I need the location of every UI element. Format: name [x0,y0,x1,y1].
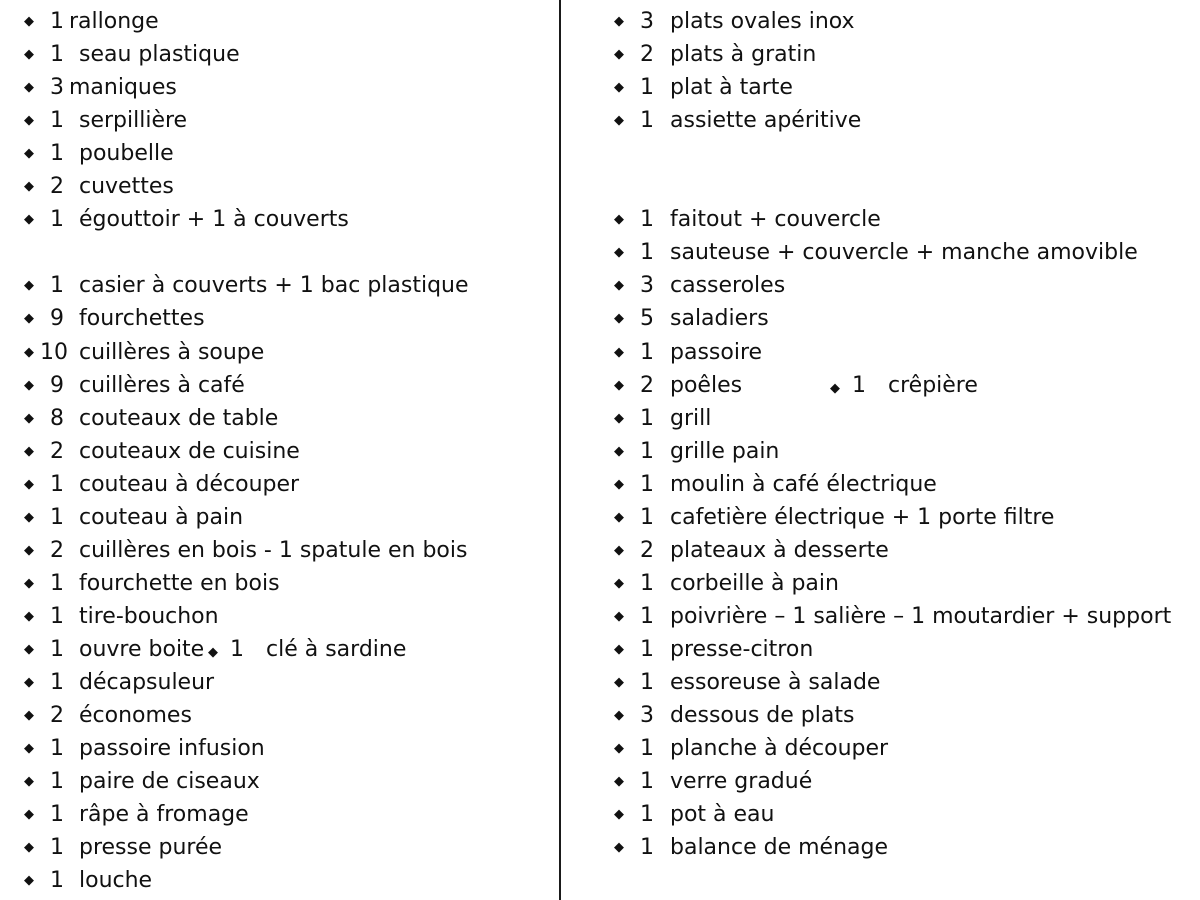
inline-extra-item [208,633,406,669]
item-quantity: 1 [640,75,654,101]
inventory-item [0,831,560,864]
item-label: seau plastique [79,42,240,68]
item-label: dessous de plats [670,703,855,729]
item-quantity: 1 [50,273,64,299]
inventory-item [0,732,560,765]
bullet-diamond-icon: ◆ [24,344,34,360]
inventory-item [590,633,1200,666]
item-label: plat à tarte [670,75,793,101]
bullet-diamond-icon: ◆ [24,377,34,393]
bullet-diamond-icon: ◆ [24,675,34,690]
bullet-diamond-icon: ◆ [614,47,624,63]
bullet-diamond-icon: ◆ [24,212,34,228]
inventory-item [590,71,1200,104]
item-label: crêpière [888,372,978,398]
bullet-diamond-icon: ◆ [24,575,34,591]
inventory-item [590,666,1200,699]
bullet-diamond-icon: ◆ [614,377,624,393]
item-quantity: 1 [50,9,64,34]
bullet-diamond-icon: ◆ [24,774,34,790]
item-quantity: 3 [640,273,654,299]
bullet-diamond-icon: ◆ [24,509,34,525]
item-quantity: 1 [50,636,64,662]
inventory-item [0,402,560,435]
item-quantity: 1 [640,736,654,762]
left-inventory-column [0,0,560,900]
item-label: pot à eau [670,802,775,828]
bullet-diamond-icon: ◆ [24,542,34,558]
item-label: égouttoir + 1 à couverts [79,207,349,233]
item-quantity: 1 [50,802,64,828]
right-inventory-column [590,0,1200,900]
bullet-diamond-icon: ◆ [24,146,34,162]
inventory-item [590,435,1200,468]
bullet-diamond-icon: ◆ [614,575,624,591]
bullet-diamond-icon: ◆ [614,675,624,690]
inventory-item [590,402,1200,435]
item-label: presse-citron [670,636,814,662]
item-quantity: 1 [640,636,654,662]
bullet-diamond-icon: ◆ [24,14,34,29]
item-quantity: 1 [640,769,654,795]
item-label: essoreuse à salade [670,670,881,695]
item-quantity: 10 [40,339,68,365]
item-label: presse purée [79,835,223,861]
item-label: saladiers [670,306,769,332]
item-label: balance de ménage [670,835,888,861]
inventory-item [590,336,1200,369]
inventory-item [590,732,1200,765]
item-quantity: 3 [640,703,654,729]
bullet-diamond-icon: ◆ [24,443,34,459]
item-quantity: 1 [50,670,64,695]
bullet-diamond-icon: ◆ [614,443,624,459]
inventory-item [0,369,560,402]
item-label: couteaux de cuisine [79,438,300,464]
inventory-item [0,302,560,335]
item-quantity: 3 [640,9,654,34]
bullet-diamond-icon: ◆ [24,608,34,624]
item-label: casseroles [670,273,786,299]
item-quantity: 1 [50,736,64,762]
inventory-item [0,567,560,600]
item-label: passoire infusion [79,736,265,762]
item-quantity: 2 [50,174,64,200]
inventory-item [590,5,1200,38]
inventory-item [0,633,560,666]
inventory-item [590,501,1200,534]
inventory-item [0,435,560,468]
item-quantity: 1 [640,108,654,134]
bullet-diamond-icon: ◆ [614,542,624,558]
item-label: plateaux à desserte [670,537,889,563]
inventory-item [0,468,560,501]
item-quantity: 1 [640,603,654,629]
bullet-diamond-icon: ◆ [24,741,34,757]
item-quantity: 1 [640,504,654,530]
inventory-item [590,468,1200,501]
bullet-diamond-icon: ◆ [614,741,624,757]
bullet-diamond-icon: ◆ [24,179,34,195]
inline-extra-item [830,369,978,405]
bullet-diamond-icon: ◆ [614,113,624,129]
item-label: corbeille à pain [670,570,839,596]
item-quantity: 1 [50,835,64,861]
item-quantity: 5 [640,306,654,332]
item-label: maniques [69,75,177,101]
bullet-diamond-icon: ◆ [614,708,624,724]
bullet-diamond-icon: ◆ [614,245,624,261]
item-label: ouvre boite [79,636,205,662]
item-label: tire-bouchon [79,603,219,629]
item-quantity: 1 [640,339,654,365]
item-quantity: 8 [50,405,64,431]
inventory-item [590,104,1200,137]
bullet-diamond-icon: ◆ [614,80,624,96]
item-quantity: 2 [640,372,654,398]
bullet-diamond-icon: ◆ [24,113,34,129]
item-label: cafetière électrique + 1 porte filtre [670,504,1055,530]
item-quantity: 1 [50,504,64,530]
item-quantity: 9 [50,306,64,332]
item-quantity: 1 [852,372,866,398]
inventory-item [0,203,560,236]
item-quantity: 1 [640,835,654,861]
bullet-diamond-icon: ◆ [614,14,624,29]
item-quantity: 2 [640,42,654,68]
inventory-item [590,600,1200,633]
inventory-item [590,831,1200,864]
bullet-diamond-icon: ◆ [614,641,624,657]
item-quantity: 1 [50,570,64,596]
item-label: poubelle [79,141,174,167]
item-label: fourchette en bois [79,570,280,596]
item-label: moulin à café électrique [670,471,937,497]
item-label: rallonge [69,9,159,34]
item-quantity: 1 [230,636,244,662]
item-quantity: 1 [50,42,64,68]
item-quantity: 1 [50,471,64,497]
item-label: poêles [670,372,743,398]
inventory-item [590,38,1200,71]
item-label: casier à couverts + 1 bac plastique [79,273,469,299]
bullet-diamond-icon: ◆ [830,380,840,396]
item-label: verre gradué [670,769,813,795]
item-label: couteaux de table [79,405,279,431]
inventory-item [590,534,1200,567]
inventory-item [0,765,560,798]
inventory-item [590,302,1200,335]
inventory-item [0,104,560,137]
item-label: couteau à pain [79,504,244,530]
item-quantity: 1 [50,141,64,167]
item-quantity: 1 [640,570,654,596]
item-label: économes [79,703,192,729]
inventory-item [0,336,560,369]
bullet-diamond-icon: ◆ [614,774,624,790]
item-quantity: 1 [640,405,654,431]
inventory-item [590,369,1200,402]
item-quantity: 1 [50,769,64,795]
item-label: louche [79,868,153,894]
bullet-diamond-icon: ◆ [614,212,624,228]
inventory-item [590,699,1200,732]
item-label: fourchettes [79,306,205,332]
item-quantity: 9 [50,372,64,398]
item-label: plats à gratin [670,42,817,68]
item-label: grill [670,405,712,431]
item-quantity: 2 [640,537,654,563]
bullet-diamond-icon: ◆ [614,278,624,294]
item-quantity: 1 [640,207,654,233]
inventory-item [0,38,560,71]
inventory-item [0,269,560,302]
item-quantity: 1 [640,802,654,828]
item-label: cuillères en bois - 1 spatule en bois [79,537,468,563]
item-quantity: 1 [640,240,654,266]
inventory-item [590,567,1200,600]
item-label: plats ovales inox [670,9,855,34]
item-label: cuillères à soupe [79,339,265,365]
column-divider [559,0,561,900]
inventory-item [0,137,560,170]
bullet-diamond-icon: ◆ [614,311,624,327]
inventory-item [0,864,560,897]
item-quantity: 1 [50,868,64,894]
bullet-diamond-icon: ◆ [24,840,34,856]
bullet-diamond-icon: ◆ [24,80,34,96]
bullet-diamond-icon: ◆ [24,410,34,426]
inventory-item [590,269,1200,302]
item-label: cuillères à café [79,372,245,398]
bullet-diamond-icon: ◆ [614,410,624,426]
item-label: poivrière – 1 salière – 1 moutardier + support [670,603,1172,629]
item-label: passoire [670,339,763,365]
item-label: planche à découper [670,736,889,762]
item-quantity: 2 [50,537,64,563]
item-quantity: 1 [50,603,64,629]
inventory-item [0,699,560,732]
bullet-diamond-icon: ◆ [24,708,34,724]
item-quantity: 1 [50,108,64,134]
item-label: râpe à fromage [79,802,249,828]
bullet-diamond-icon: ◆ [24,311,34,327]
bullet-diamond-icon: ◆ [614,476,624,492]
bullet-diamond-icon: ◆ [24,278,34,294]
inventory-item [590,765,1200,798]
item-quantity: 3 [50,75,64,101]
bullet-diamond-icon: ◆ [208,644,218,660]
bullet-diamond-icon: ◆ [614,608,624,624]
item-quantity: 1 [640,471,654,497]
inventory-item [590,236,1200,269]
item-quantity: 1 [640,670,654,695]
inventory-item [0,600,560,633]
bullet-diamond-icon: ◆ [24,476,34,492]
inventory-item [0,501,560,534]
item-label: décapsuleur [79,670,215,695]
inventory-item [0,170,560,203]
bullet-diamond-icon: ◆ [614,840,624,856]
item-label: cuvettes [79,174,174,200]
item-label: grille pain [670,438,780,464]
bullet-diamond-icon: ◆ [614,509,624,525]
inventory-item [590,203,1200,236]
item-label: couteau à découper [79,471,300,497]
item-label: sauteuse + couvercle + manche amovible [670,240,1138,266]
inventory-item [0,798,560,831]
item-quantity: 2 [50,438,64,464]
item-label: clé à sardine [266,636,407,662]
item-quantity: 1 [50,207,64,233]
item-label: paire de ciseaux [79,769,260,795]
item-label: faitout + couvercle [670,207,881,233]
inventory-item [0,71,560,104]
inventory-item [0,5,560,38]
bullet-diamond-icon: ◆ [24,873,34,889]
inventory-item [0,666,560,699]
bullet-diamond-icon: ◆ [614,807,624,823]
item-quantity: 2 [50,703,64,729]
bullet-diamond-icon: ◆ [24,641,34,657]
bullet-diamond-icon: ◆ [614,344,624,360]
inventory-item [590,798,1200,831]
bullet-diamond-icon: ◆ [24,807,34,823]
item-label: serpillière [79,108,188,134]
item-quantity: 1 [640,438,654,464]
bullet-diamond-icon: ◆ [24,47,34,63]
inventory-item [0,534,560,567]
item-label: assiette apéritive [670,108,862,134]
